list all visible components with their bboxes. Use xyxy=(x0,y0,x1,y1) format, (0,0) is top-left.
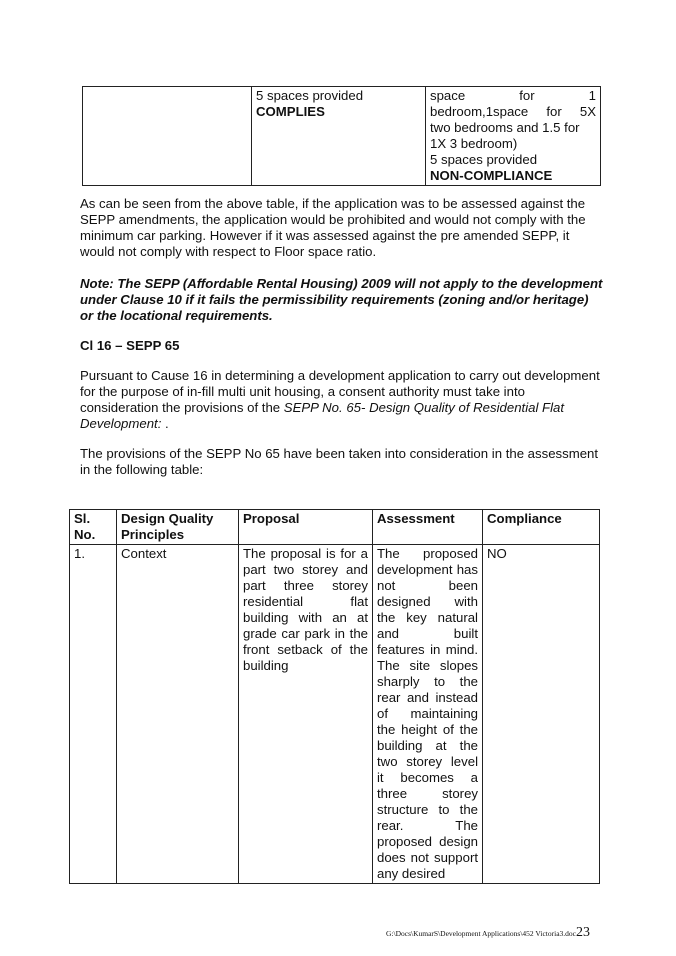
header-proposal: Proposal xyxy=(239,510,373,545)
parking-table-cell-empty xyxy=(83,87,252,186)
header-compliance: Compliance xyxy=(483,510,600,545)
cell-compliance: NO xyxy=(483,545,600,884)
cell-assessment: The proposed development has not been designed with the key natural and built features in mind. The site slopes sharply to the rear and instead of maintaining the height of the building at the two storey level it becomes a three storey structure to the rear. The proposed design does not support any desired xyxy=(373,545,483,884)
section-heading: Cl 16 – SEPP 65 xyxy=(80,338,180,353)
note-paragraph: Note: The SEPP (Affordable Rental Housing) 2009 will not apply to the development under Clause 10 if it fails the permissibility requirements (zoning and/or heritage) or the locational requirements. xyxy=(80,276,603,323)
non-compliance-text: NON-COMPLIANCE xyxy=(430,168,553,183)
cell-proposal: The proposal is for a part two storey and part three storey residential flat building with an at grade car park in the front setback of the building xyxy=(239,545,373,884)
req-line-4: 1X 3 bedroom) xyxy=(430,136,518,151)
parking-table-cell-provided xyxy=(252,87,426,186)
footer xyxy=(386,925,590,941)
header-assessment: Assessment xyxy=(373,510,483,545)
table-row xyxy=(70,545,600,884)
parking-table xyxy=(82,86,601,186)
paragraph-table-intro: The provisions of the SEPP No 65 have been taken into consideration in the assessment in the following table: xyxy=(80,446,599,477)
req-line-3: two bedrooms and 1.5 for xyxy=(430,120,580,135)
page-number: 23 xyxy=(576,925,590,940)
provided-text: 5 spaces provided xyxy=(256,88,364,103)
footer-path: G:\Docs\KumarS\Development Applications\452 Victoria3.doc xyxy=(385,929,576,938)
para2-plain: Pursuant to Cause 16 in determining a development application to carry out development for the purpose of in-fill multi unit housing, a consent authority must take into consideration the provisions of the xyxy=(80,368,600,415)
para2-italic: SEPP No. 65- Design Quality of Residential Flat Development: xyxy=(80,400,565,431)
para2-end: . xyxy=(161,416,169,431)
cell-no: 1. xyxy=(70,545,117,884)
req-line-1: space for 1 xyxy=(430,88,596,103)
header-principles: Design Quality Principles xyxy=(117,510,239,545)
header-sl-no: Sl. No. xyxy=(70,510,117,545)
paragraph-clause-16 xyxy=(80,368,600,432)
req-line-2: bedroom,1space for 5X xyxy=(430,104,596,119)
req-line-5: 5 spaces provided xyxy=(430,152,538,167)
complies-text: COMPLIES xyxy=(256,104,325,119)
parking-table-cell-requirement xyxy=(426,87,601,186)
table-header-row xyxy=(70,510,600,545)
cell-principle: Context xyxy=(117,545,239,884)
design-quality-table xyxy=(69,509,600,884)
paragraph-assessment-summary: As can be seen from the above table, if the application was to be assessed against the SEPP amendments, the application would be prohibited and would not comply with the minimum car parking. However if it was assessed against the pre amended SEPP, it would not comply with respect to Floor space ratio. xyxy=(80,196,586,259)
